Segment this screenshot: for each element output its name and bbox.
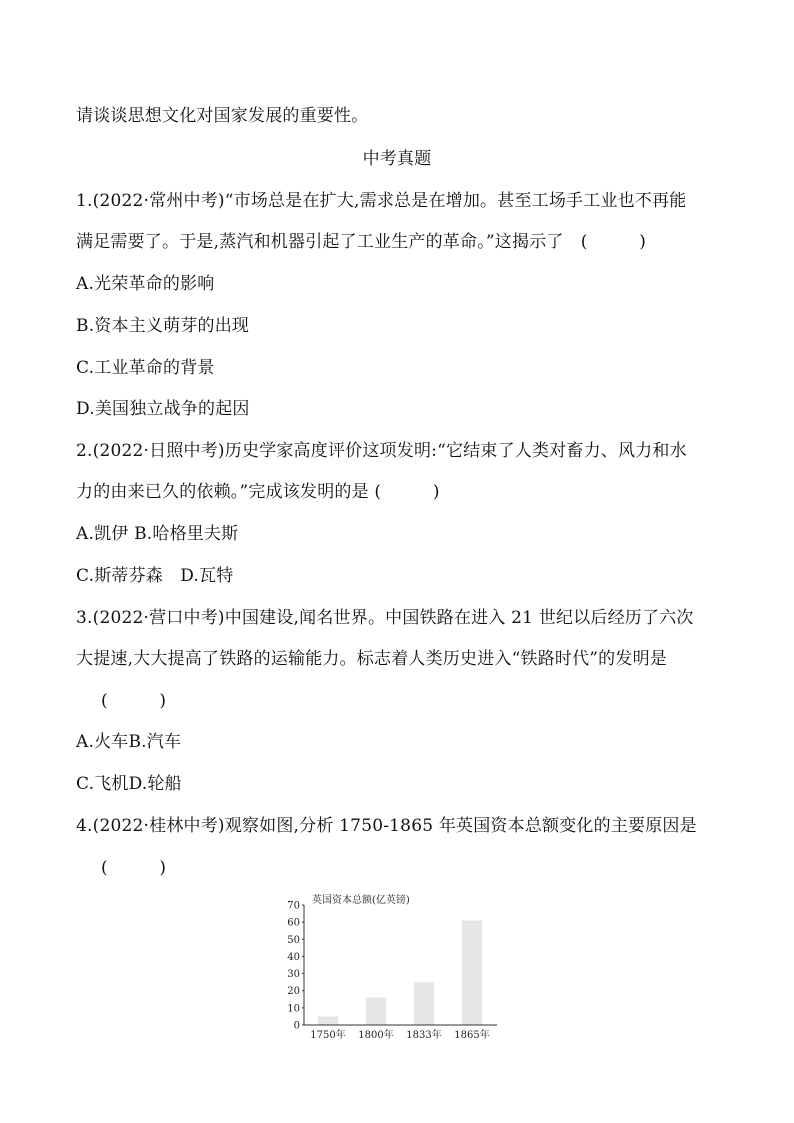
- question-3-line-1: 3.(2022·营口中考)中国建设,闻名世界。中国铁路在进入 21 世纪以后经历了六次: [76, 608, 694, 628]
- x-tick-label: 1833年: [406, 1030, 442, 1041]
- question-2-options-ab: A.凯伊 B.哈格里夫斯: [76, 524, 239, 544]
- question-3-answer-paren: ( ): [101, 691, 167, 711]
- question-2-line-1: 2.(2022·日照中考)历史学家高度评价这项发明:“它结束了人类对畜力、风力和水: [76, 441, 687, 461]
- question-1-line-2: 满足需要了。于是,蒸汽和机器引起了工业生产的革命。”这揭示了 ( ): [76, 232, 647, 252]
- question-2-options-cd: C.斯蒂芬森 D.瓦特: [76, 566, 234, 586]
- question-4-answer-paren: ( ): [101, 858, 167, 878]
- y-tick-label: 40: [287, 951, 300, 963]
- y-tick-label: 50: [287, 934, 300, 946]
- question-1-option-b: B.资本主义萌芽的出现: [76, 316, 250, 336]
- x-tick-label: 1750年: [310, 1030, 346, 1041]
- y-tick-label: 10: [287, 1003, 300, 1015]
- bar-4: [462, 920, 482, 1025]
- question-3-line-2: 大提速,大大提高了铁路的运输能力。标志着人类历史进入“铁路时代”的发明是: [76, 649, 667, 669]
- question-1-option-c: C.工业革命的背景: [76, 358, 215, 378]
- x-tick-label: 1800年: [358, 1030, 394, 1041]
- question-1-option-a: A.光荣革命的影响: [76, 274, 215, 294]
- question-4-line-1: 4.(2022·桂林中考)观察如图,分析 1750-1865 年英国资本总额变化的主要原因是: [76, 816, 697, 836]
- y-tick-label: 70: [287, 900, 300, 912]
- bar-3: [414, 982, 434, 1025]
- question-1-option-d: D.美国独立战争的起因: [76, 399, 250, 419]
- intro-text: 请谈谈思想文化对国家发展的重要性。: [76, 106, 369, 126]
- y-tick-label: 60: [287, 917, 300, 929]
- bar-2: [366, 998, 386, 1025]
- question-3-options-ab: A.火车B.汽车: [76, 732, 182, 752]
- y-tick-label: 30: [287, 969, 300, 981]
- y-tick-label: 0: [293, 1020, 300, 1032]
- question-3-options-cd: C.飞机D.轮船: [76, 774, 182, 794]
- y-tick-label: 20: [287, 986, 300, 998]
- question-2-line-2: 力的由来已久的依赖。”完成该发明的是 ( ): [76, 482, 440, 502]
- capital-bar-chart: [282, 888, 512, 1048]
- bar-1: [318, 1016, 338, 1025]
- section-title: 中考真题: [362, 149, 432, 169]
- chart-title: 英国资本总额(亿英镑): [312, 895, 410, 906]
- x-tick-label: 1865年: [454, 1030, 490, 1041]
- question-1-line-1: 1.(2022·常州中考)“市场总是在扩大,需求总是在增加。甚至工场手工业也不再能: [76, 191, 687, 211]
